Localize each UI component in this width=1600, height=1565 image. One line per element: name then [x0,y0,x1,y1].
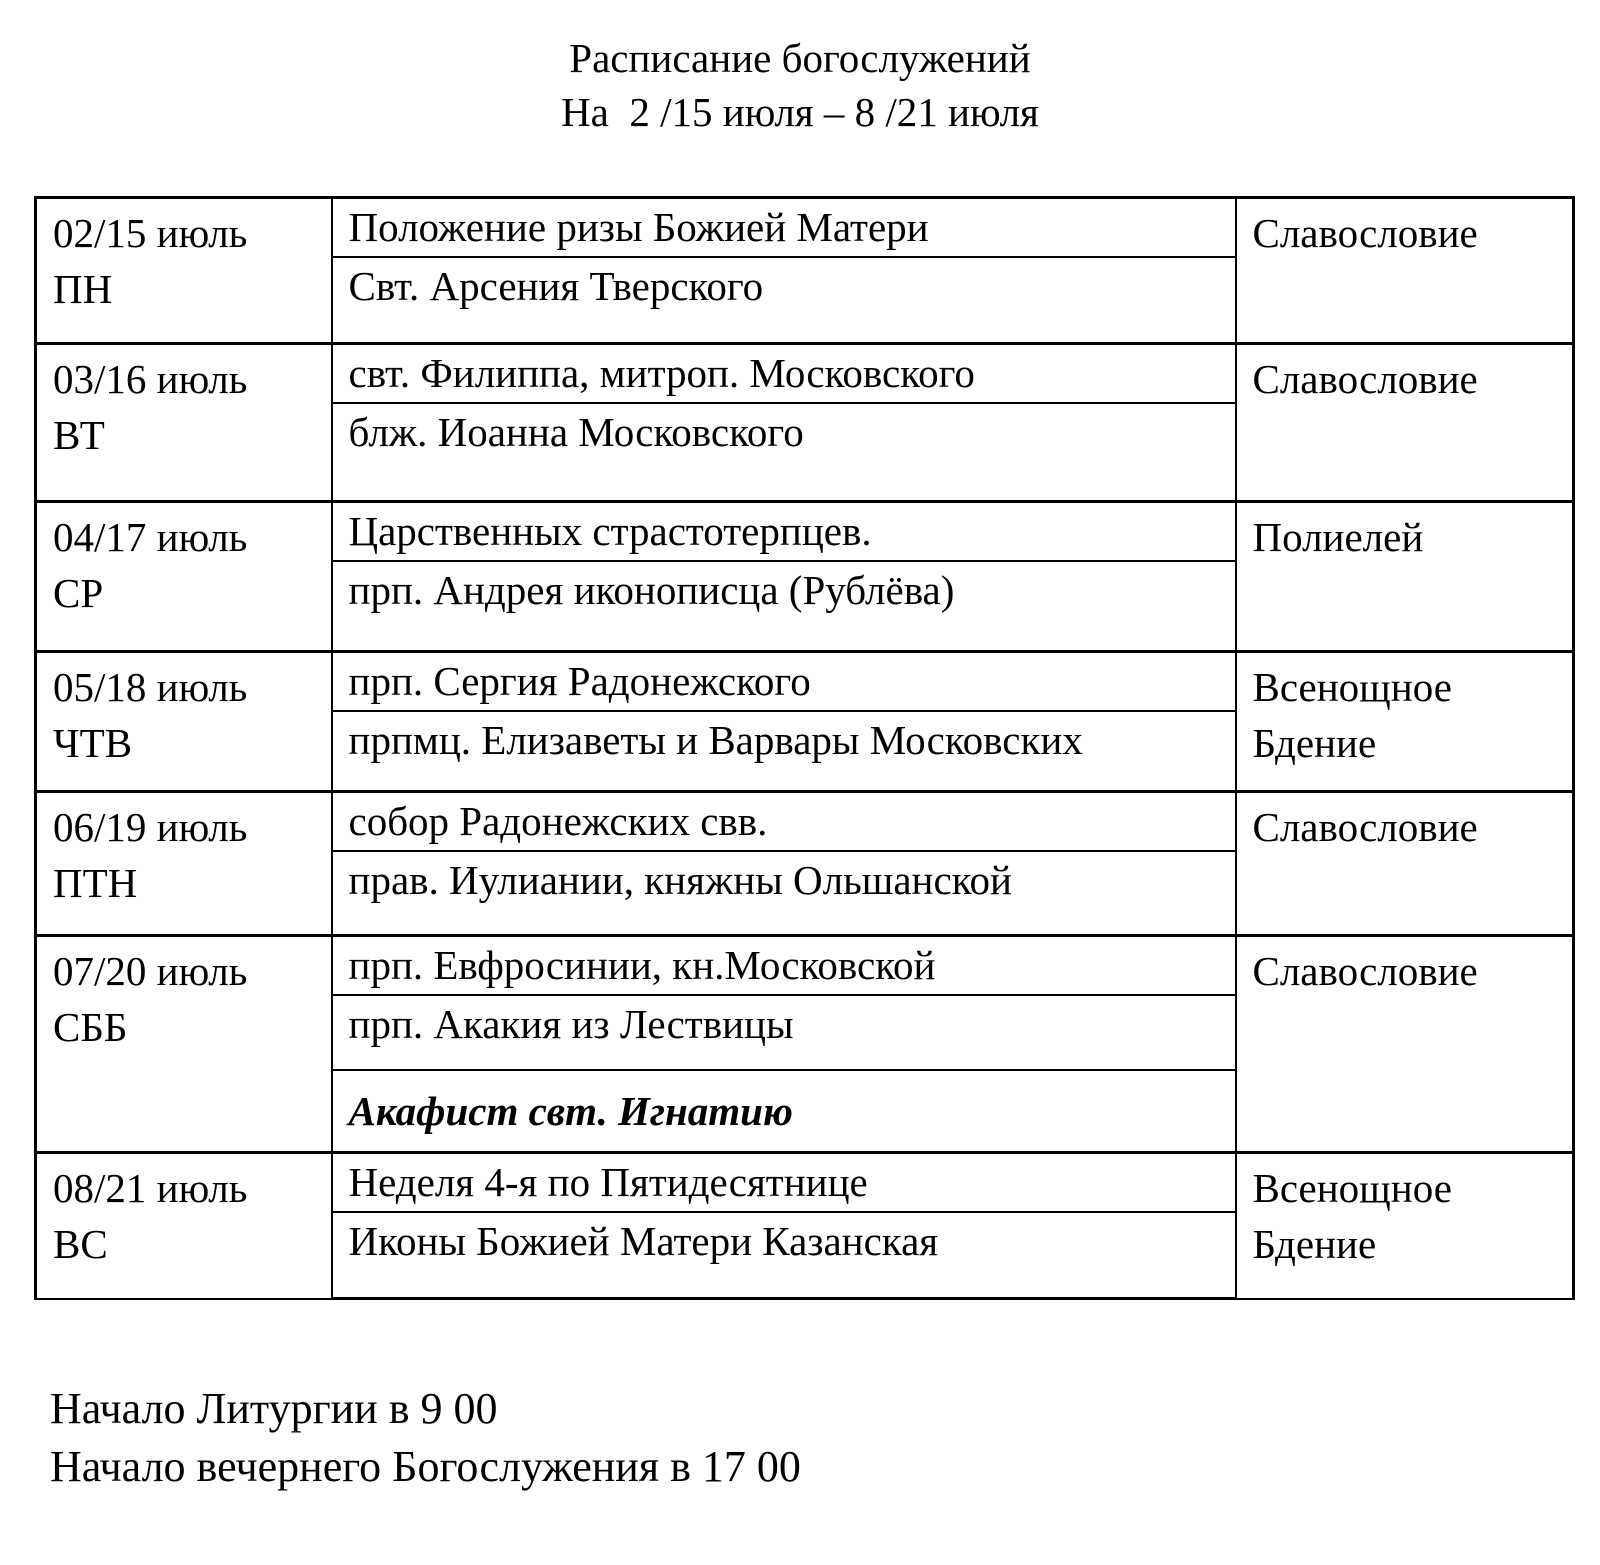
date-cell [36,792,332,936]
table-row [36,936,1574,996]
liturgy-start: Начало Литургии в 9 00 [50,1384,498,1433]
feast: Царственных страстотерпцев. [332,502,1236,562]
service-times [50,1380,801,1496]
feast: прп. Андрея иконописца (Рублёва) [332,561,1236,652]
feast: собор Радонежских свв. [332,792,1236,852]
date: 07/20 июль [53,948,248,994]
table-row [36,652,1574,712]
table-row [36,792,1574,852]
table-row [36,344,1574,404]
service-cell [1236,792,1574,936]
feast: Свт. Арсения Тверского [332,257,1236,344]
service: Всенощное [1252,1165,1452,1211]
service-cell [1236,198,1574,344]
service: Славословие [1252,356,1478,402]
table-row [36,198,1574,258]
weekday: ПН [53,266,113,312]
weekday: СР [53,570,104,616]
feast: прп. Евфросинии, кн.Московской [332,936,1236,996]
weekday: СББ [53,1004,128,1050]
feast: блж. Иоанна Московского [332,403,1236,502]
service-cell [1236,936,1574,1153]
feast: Неделя 4-я по Пятидесятнице [332,1153,1236,1213]
service: Славословие [1252,804,1478,850]
date-cell [36,936,332,1153]
table-row [36,502,1574,562]
service: Славословие [1252,948,1478,994]
date: 08/21 июль [53,1165,248,1211]
date: 04/17 июль [53,514,248,560]
date: 02/15 июль [53,210,248,256]
date: 05/18 июль [53,664,248,710]
weekday: ЧТВ [53,720,133,766]
feast: прпмц. Елизаветы и Варвары Московских [332,711,1236,792]
service-cell [1236,502,1574,652]
schedule-table [34,196,1575,1300]
weekday: ВТ [53,412,105,458]
service-cell [1236,1153,1574,1299]
weekday: ПТН [53,860,138,906]
evening-service-start: Начало вечернего Богослужения в 17 00 [50,1442,801,1491]
title-line-1: Расписание богослужений [569,35,1031,81]
weekday: ВС [53,1221,108,1267]
feast: Положение ризы Божией Матери [332,198,1236,258]
date-cell [36,198,332,344]
service: Бдение [1252,1221,1377,1267]
service: Полиелей [1252,514,1424,560]
date: 06/19 июль [53,804,248,850]
date-cell [36,502,332,652]
service: Всенощное [1252,664,1452,710]
feast: прп. Акакия из Лествицы [332,995,1236,1070]
date: 03/16 июль [53,356,248,402]
table-row [36,1153,1574,1213]
date-cell [36,344,332,502]
service: Славословие [1252,210,1478,256]
akafist-feast: Акафист свт. Игнатию [332,1070,1236,1153]
service-cell [1236,344,1574,502]
date-cell [36,1153,332,1299]
feast: прп. Сергия Радонежского [332,652,1236,712]
title-line-2: На 2 /15 июля – 8 /21 июля [561,89,1039,135]
feast: свт. Филиппа, митроп. Московского [332,344,1236,404]
service-cell [1236,652,1574,792]
service: Бдение [1252,720,1377,766]
feast: прав. Иулиании, княжны Ольшанской [332,851,1236,936]
feast: Иконы Божией Матери Казанская [332,1212,1236,1299]
date-cell [36,652,332,792]
